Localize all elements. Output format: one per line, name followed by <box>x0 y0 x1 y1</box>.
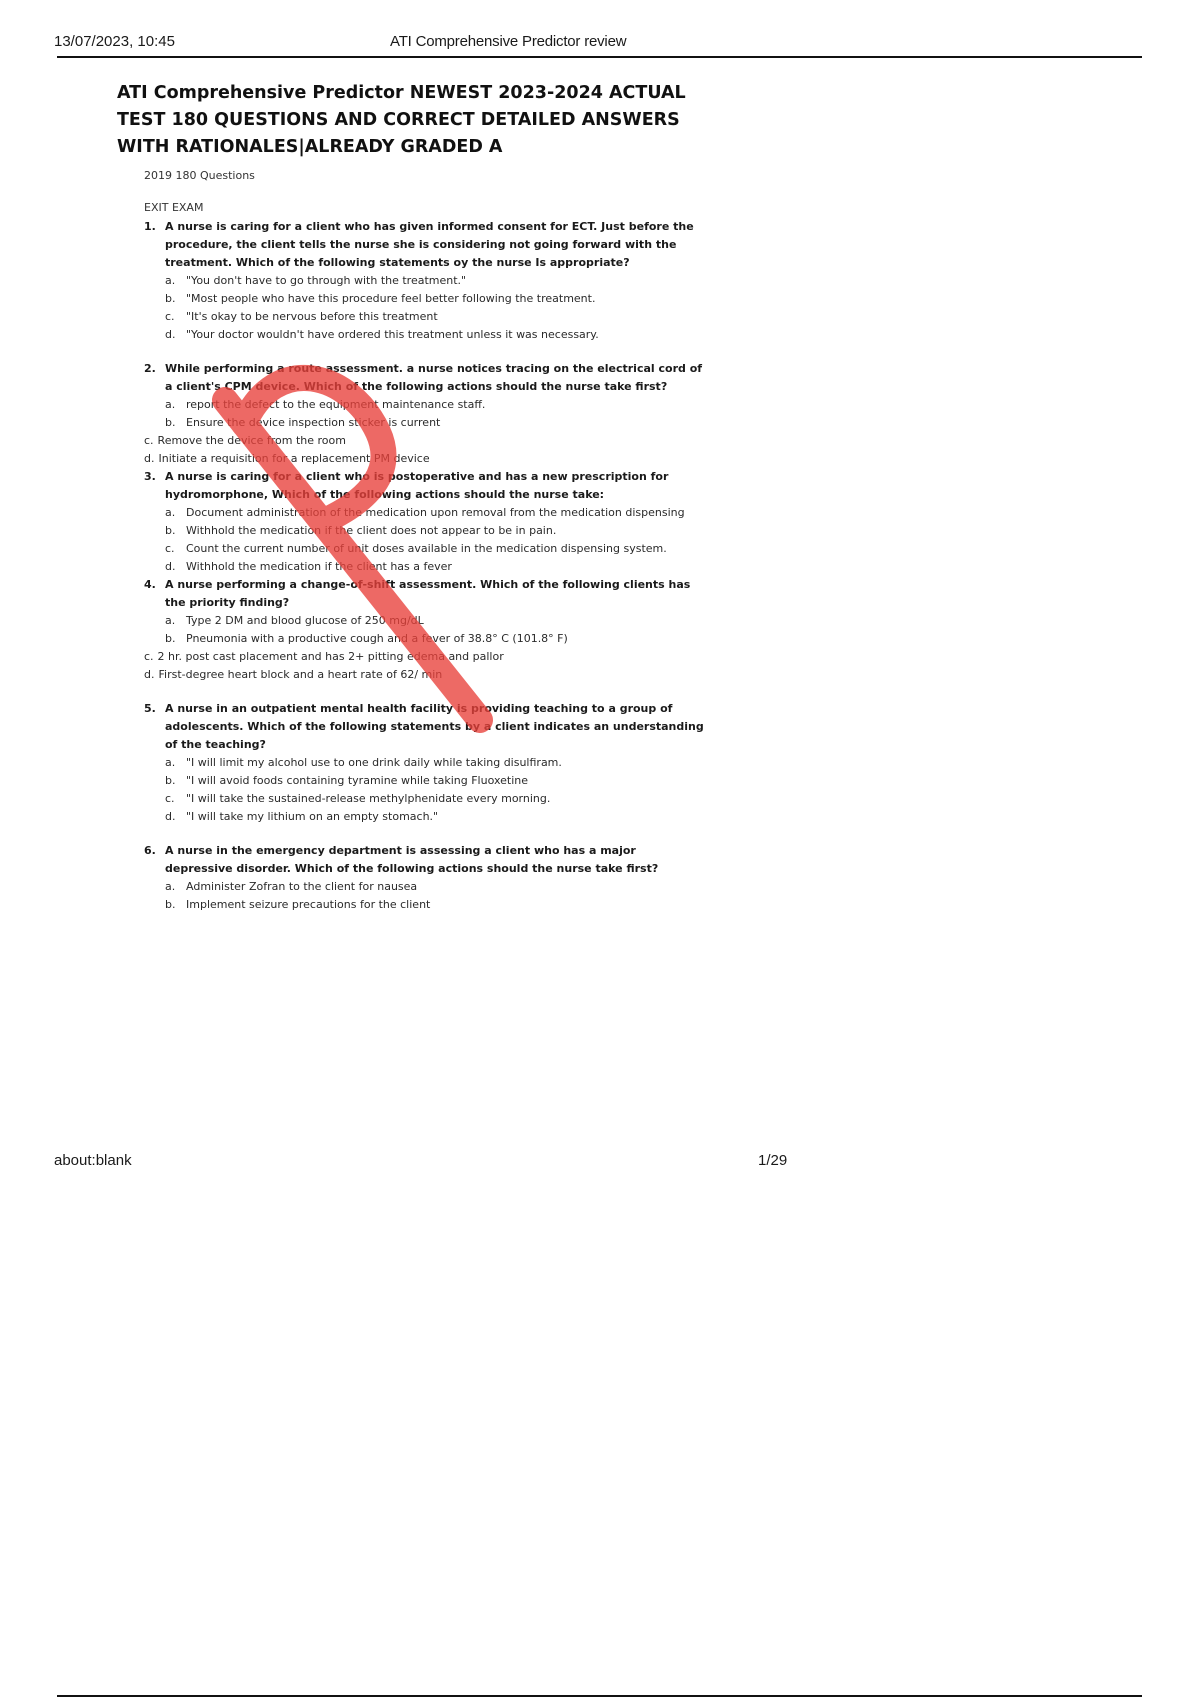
question-number: 2. <box>144 362 156 375</box>
question-item <box>144 468 707 576</box>
option-letter: b. <box>165 524 176 537</box>
print-page-title: ATI Comprehensive Predictor review <box>390 33 627 50</box>
option-item <box>144 432 707 450</box>
option-item <box>165 896 707 914</box>
option-item <box>165 878 707 896</box>
option-text: Implement seizure precautions for the client <box>186 898 431 911</box>
question-text: A nurse is caring for a client who has given informed consent for ECT. Just before the procedure, the client tells the nurse she is considering not going forward with the treatment. Which of the following statements oy the nurse Is appropriate? <box>165 220 694 269</box>
option-letter: a. <box>165 506 176 519</box>
print-footer-url: about:blank <box>54 1152 132 1169</box>
question-item <box>144 360 707 468</box>
option-text: Initiate a requisition for a replacement PM device <box>158 452 430 465</box>
option-item <box>144 450 707 468</box>
option-letter: b. <box>165 632 176 645</box>
question-text: A nurse is caring for a client who is postoperative and has a new prescription for hydromorphone, Which of the following actions should the nurse take: <box>165 470 669 501</box>
option-item <box>165 772 707 790</box>
option-list <box>165 754 707 826</box>
option-letter: c. <box>165 310 175 323</box>
question-text: A nurse in an outpatient mental health facility is providing teaching to a group of adolescents. Which of the following statements by a client indicates an understanding of the teaching? <box>165 702 704 751</box>
question-text: A nurse performing a change-of-shift assessment. Which of the following clients has the priority finding? <box>165 578 691 609</box>
option-item <box>165 504 707 522</box>
question-number: 6. <box>144 844 156 857</box>
option-list <box>165 504 707 576</box>
option-letter: a. <box>165 398 176 411</box>
option-item <box>165 414 707 432</box>
option-letter: d. <box>144 452 155 465</box>
option-text: "I will take the sustained-release methylphenidate every morning. <box>186 792 551 805</box>
option-letter: d. <box>165 810 176 823</box>
option-text: report the defect to the equipment maintenance staff. <box>186 398 486 411</box>
option-text: "You don't have to go through with the treatment." <box>186 274 467 287</box>
option-letter: c. <box>144 434 154 447</box>
option-letter: c. <box>165 542 175 555</box>
option-letter: b. <box>165 416 176 429</box>
option-item <box>165 808 707 826</box>
question-number: 1. <box>144 220 156 233</box>
option-list <box>144 612 707 684</box>
option-item <box>165 558 707 576</box>
question-item <box>144 842 707 914</box>
option-item <box>165 612 707 630</box>
option-text: "It's okay to be nervous before this treatment <box>186 310 438 323</box>
option-letter: b. <box>165 292 176 305</box>
option-text: Ensure the device inspection sticker is current <box>186 416 441 429</box>
option-list <box>165 878 707 914</box>
option-letter: a. <box>165 614 176 627</box>
option-list <box>165 272 707 344</box>
option-item <box>144 648 707 666</box>
page-bottom-divider <box>57 1695 1142 1697</box>
option-text: Type 2 DM and blood glucose of 250 mg/dL <box>186 614 424 627</box>
question-number: 4. <box>144 578 156 591</box>
option-item <box>165 396 707 414</box>
option-text: Count the current number of unit doses available in the medication dispensing system. <box>186 542 667 555</box>
document-content <box>117 80 707 914</box>
question-list <box>144 218 707 914</box>
option-text: "Most people who have this procedure feel better following the treatment. <box>186 292 596 305</box>
document-subtitle: 2019 180 Questions <box>144 169 255 182</box>
option-text: Pneumonia with a productive cough and a fever of 38.8° C (101.8° F) <box>186 632 568 645</box>
question-text: A nurse in the emergency department is assessing a client who has a major depressive disorder. Which of the following actions should the nurse take first? <box>165 844 659 875</box>
option-text: Withhold the medication if the client has a fever <box>186 560 452 573</box>
option-text: "I will take my lithium on an empty stomach." <box>186 810 439 823</box>
question-item <box>144 218 707 344</box>
question-text: While performing a route assessment. a nurse notices tracing on the electrical cord of a client's CPM device. Which of the following actions should the nurse take first? <box>165 362 703 393</box>
option-item <box>144 666 707 684</box>
question-item <box>144 700 707 826</box>
option-letter: d. <box>165 560 176 573</box>
option-text: "I will limit my alcohol use to one drink daily while taking disulfiram. <box>186 756 562 769</box>
option-letter: a. <box>165 756 176 769</box>
option-item <box>165 272 707 290</box>
option-letter: c. <box>144 650 154 663</box>
option-letter: b. <box>165 774 176 787</box>
option-item <box>165 754 707 772</box>
page-indicator: 1/29 <box>758 1152 788 1169</box>
document-title: ATI Comprehensive Predictor NEWEST 2023-2024 ACTUAL TEST 180 QUESTIONS AND CORRECT DETAILED ANSWERS WITH RATIONALES|ALREADY GRADED A <box>117 83 686 157</box>
option-letter: a. <box>165 880 176 893</box>
option-text: Remove the device from the room <box>157 434 346 447</box>
header-divider <box>57 56 1142 58</box>
question-number: 3. <box>144 470 156 483</box>
option-letter: c. <box>165 792 175 805</box>
option-item <box>165 790 707 808</box>
option-letter: a. <box>165 274 176 287</box>
option-item <box>165 290 707 308</box>
question-number: 5. <box>144 702 156 715</box>
option-letter: d. <box>165 328 176 341</box>
option-text: 2 hr. post cast placement and has 2+ pitting edema and pallor <box>157 650 504 663</box>
option-text: Administer Zofran to the client for nausea <box>186 880 418 893</box>
option-item <box>165 522 707 540</box>
question-item <box>144 576 707 684</box>
option-item <box>165 326 707 344</box>
print-datetime: 13/07/2023, 10:45 <box>54 33 175 50</box>
option-letter: b. <box>165 898 176 911</box>
option-item <box>165 540 707 558</box>
option-text: First-degree heart block and a heart rate of 62/ min <box>158 668 443 681</box>
option-text: Withhold the medication if the client does not appear to be in pain. <box>186 524 557 537</box>
option-text: "Your doctor wouldn't have ordered this treatment unless it was necessary. <box>186 328 599 341</box>
option-list <box>144 396 707 468</box>
section-heading: EXIT EXAM <box>144 201 204 214</box>
option-text: Document administration of the medication upon removal from the medication dispensing <box>186 506 685 519</box>
option-item <box>165 308 707 326</box>
option-text: "I will avoid foods containing tyramine while taking Fluoxetine <box>186 774 529 787</box>
option-item <box>165 630 707 648</box>
option-letter: d. <box>144 668 155 681</box>
